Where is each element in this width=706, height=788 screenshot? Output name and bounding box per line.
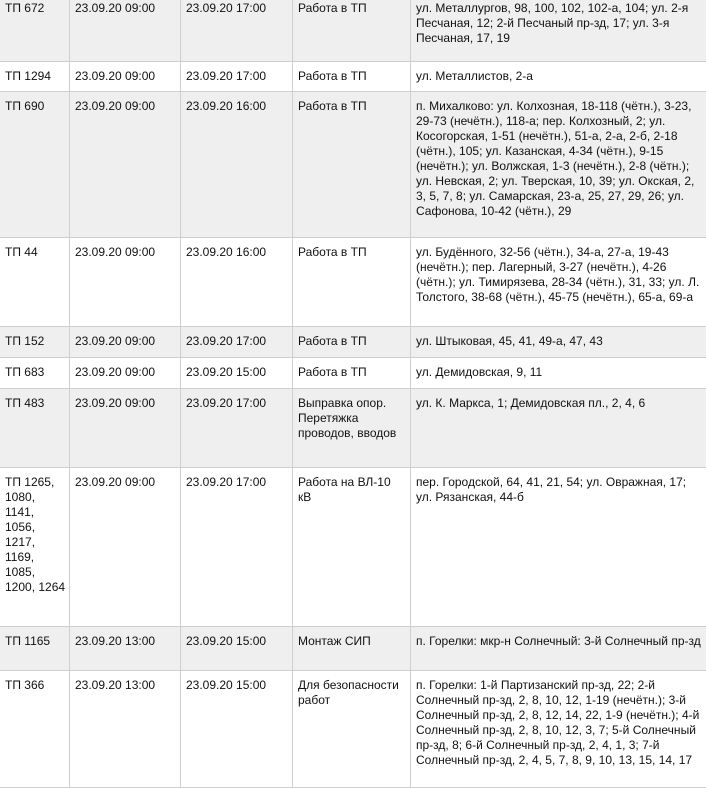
reason-cell: Работа в ТП — [293, 238, 411, 327]
tp-cell: ТП 483 — [0, 389, 70, 468]
tp-cell: ТП 44 — [0, 238, 70, 327]
end-cell: 23.09.20 17:00 — [181, 468, 293, 627]
reason-cell: Работа в ТП — [293, 92, 411, 238]
table-row — [0, 238, 706, 327]
start-cell: 23.09.20 13:00 — [70, 627, 181, 671]
end-cell: 23.09.20 17:00 — [181, 389, 293, 468]
tp-cell: ТП 1165 — [0, 627, 70, 671]
reason-cell: Монтаж СИП — [293, 627, 411, 671]
reason-cell: Работа в ТП — [293, 62, 411, 92]
table-row — [0, 327, 706, 358]
address-cell: ул. Металлистов, 2-а — [411, 62, 706, 92]
address-cell: ул. Будённого, 32-56 (чётн.), 34-а, 27-а, 19-43 (нечётн.); пер. Лагерный, 3-27 (нечётн.), 4-26 (чётн.); ул. Тимирязева, 28-34 (чётн.), 31, 33; ул. Л. Толстого, 38-68 (чётн.), 45-75 (нечётн.), 65-а, 69-а — [411, 238, 706, 327]
start-cell: 23.09.20 09:00 — [70, 468, 181, 627]
tp-cell: ТП 1265, 1080, 1141, 1056, 1217, 1169, 1085, 1200, 1264 — [0, 468, 70, 627]
reason-cell: Работа на ВЛ-10 кВ — [293, 468, 411, 627]
end-cell: 23.09.20 15:00 — [181, 671, 293, 788]
reason-cell: Работа в ТП — [293, 358, 411, 389]
start-cell: 23.09.20 09:00 — [70, 389, 181, 468]
start-cell: 23.09.20 09:00 — [70, 238, 181, 327]
start-cell: 23.09.20 09:00 — [70, 92, 181, 238]
end-cell: 23.09.20 16:00 — [181, 238, 293, 327]
tp-cell: ТП 152 — [0, 327, 70, 358]
end-cell: 23.09.20 15:00 — [181, 358, 293, 389]
table-row — [0, 389, 706, 468]
start-cell: 23.09.20 09:00 — [70, 62, 181, 92]
reason-cell: Для безопасности работ — [293, 671, 411, 788]
address-cell: п. Горелки: 1-й Партизанский пр-зд, 22; 2-й Солнечный пр-зд, 2, 8, 10, 12, 1-19 (нечётн.); 3-й Солнечный пр-зд, 2, 8, 12, 14, 22, 1-9 (нечётн.); 4-й Солнечный пр-зд, 2, 8, 10, 12, 3, 7; 5-й Солнечный пр-зд, 8; 6-й Солнечный пр-зд, 2, 4, 1, 3; 7-й Солнечный пр-зд, 2, 4, 5, 7, 8, 9, 10, 13, 15, 14, 17 — [411, 671, 706, 788]
start-cell: 23.09.20 09:00 — [70, 358, 181, 389]
tp-cell: ТП 690 — [0, 92, 70, 238]
address-cell: ул. Металлургов, 98, 100, 102, 102-а, 104; ул. 2-я Песчаная, 12; 2-й Песчаный пр-зд, 17; ул. 3-я Песчаная, 17, 19 — [411, 0, 706, 62]
table-row — [0, 671, 706, 788]
end-cell: 23.09.20 17:00 — [181, 0, 293, 62]
address-cell: п. Горелки: мкр-н Солнечный: 3-й Солнечный пр-зд — [411, 627, 706, 671]
address-cell: п. Михалково: ул. Колхозная, 18-118 (чётн.), 3-23, 29-73 (нечётн.), 118-а; пер. Колхозный, 2; ул. Косогорская, 1-51 (нечётн.), 51-а, 2-а, 2-б, 2-18 (чётн.), 105; ул. Казанская, 4-34 (чётн.), 9-15 (нечётн.); ул. Волжская, 1-3 (нечётн.), 2-8 (чётн.); ул. Невская, 2; ул. Тверская, 10, 39; ул. Окская, 2, 3, 5, 7, 8; ул. Самарская, 23-а, 25, 27, 29, 26; ул. Сафонова, 10-42 (чётн.), 29 — [411, 92, 706, 238]
address-cell: ул. Демидовская, 9, 11 — [411, 358, 706, 389]
end-cell: 23.09.20 17:00 — [181, 327, 293, 358]
tp-cell: ТП 683 — [0, 358, 70, 389]
address-cell: пер. Городской, 64, 41, 21, 54; ул. Овражная, 17; ул. Рязанская, 44-б — [411, 468, 706, 627]
table-row — [0, 62, 706, 92]
tp-cell: ТП 1294 — [0, 62, 70, 92]
table-row — [0, 358, 706, 389]
reason-cell: Выправка опор. Перетяжка проводов, вводов — [293, 389, 411, 468]
reason-cell: Работа в ТП — [293, 0, 411, 62]
table-row — [0, 627, 706, 671]
address-cell: ул. К. Маркса, 1; Демидовская пл., 2, 4, 6 — [411, 389, 706, 468]
table-row — [0, 0, 706, 62]
tp-cell: ТП 366 — [0, 671, 70, 788]
address-cell: ул. Штыковая, 45, 41, 49-а, 47, 43 — [411, 327, 706, 358]
end-cell: 23.09.20 15:00 — [181, 627, 293, 671]
tp-cell: ТП 672 — [0, 0, 70, 62]
start-cell: 23.09.20 13:00 — [70, 671, 181, 788]
reason-cell: Работа в ТП — [293, 327, 411, 358]
table-row — [0, 468, 706, 627]
end-cell: 23.09.20 17:00 — [181, 62, 293, 92]
start-cell: 23.09.20 09:00 — [70, 327, 181, 358]
start-cell: 23.09.20 09:00 — [70, 0, 181, 62]
table-row — [0, 92, 706, 238]
end-cell: 23.09.20 16:00 — [181, 92, 293, 238]
